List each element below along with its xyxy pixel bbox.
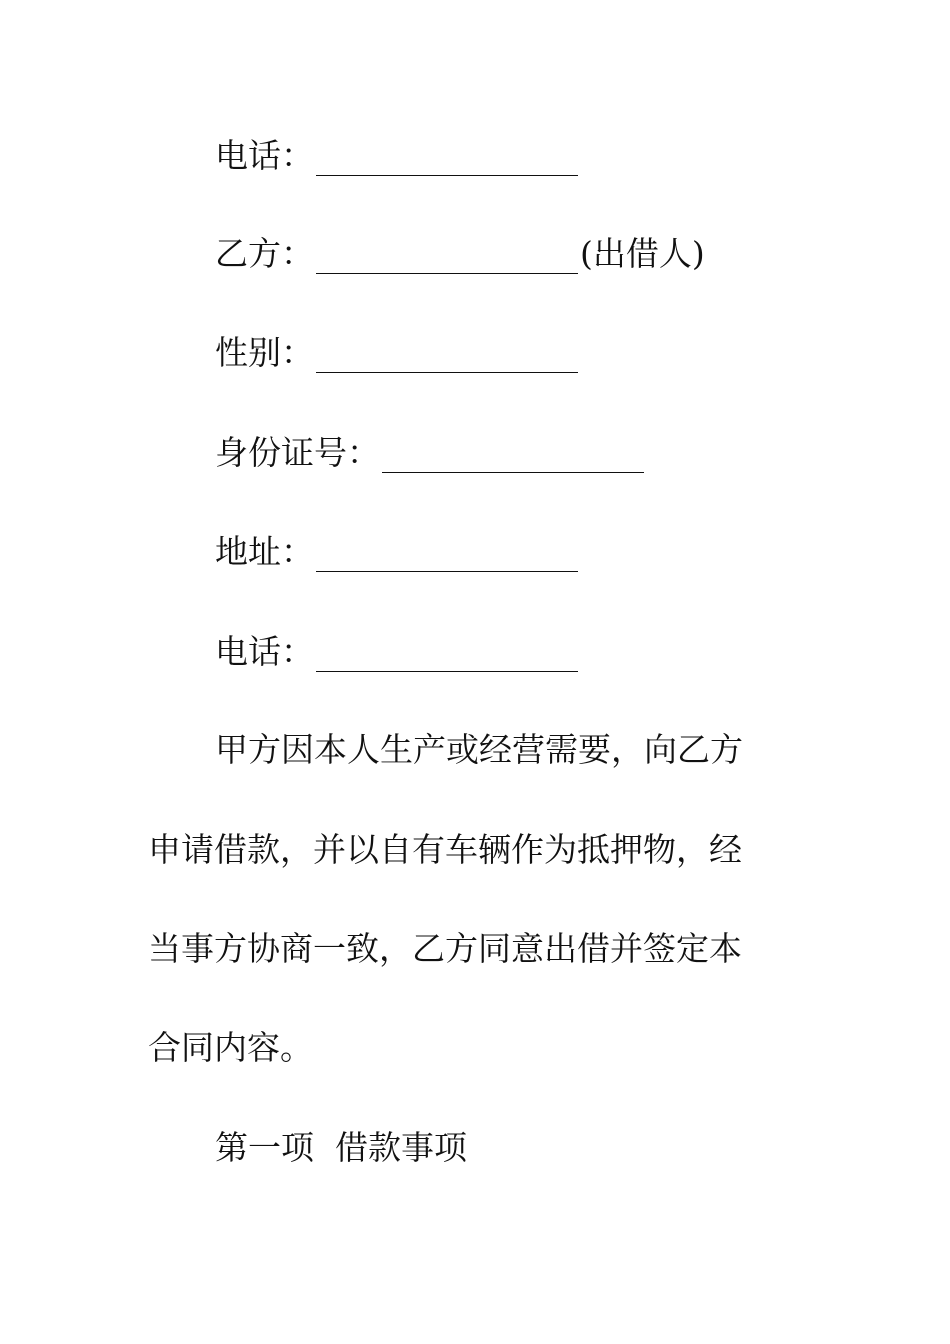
field-phone-b [215,632,578,672]
field-blank [316,641,578,672]
field-blank [382,442,644,473]
field-party-b [215,234,705,274]
field-label: 乙方： [215,234,314,273]
field-blank [316,342,578,373]
field-label: 电话： [215,632,314,671]
field-phone-a [215,136,578,176]
field-id-number [215,433,644,473]
field-label: 电话： [215,136,314,175]
field-suffix: (出借人) [580,234,705,273]
paragraph-line: 甲方因本人生产或经营需要，向乙方 [215,730,743,769]
field-label: 身份证号： [215,433,380,472]
paragraph-line: 申请借款，并以自有车辆作为抵押物，经 [148,830,742,869]
field-address [215,532,578,572]
field-label: 地址： [215,532,314,571]
paragraph-line: 当事方协商一致，乙方同意出借并签定本 [148,929,742,968]
field-blank [316,541,578,572]
field-label: 性别： [215,333,314,372]
section-heading: 第一项 借款事项 [215,1128,467,1167]
field-blank [316,243,578,274]
field-gender [215,333,578,373]
field-blank [316,145,578,176]
paragraph-line: 合同内容。 [148,1028,313,1067]
